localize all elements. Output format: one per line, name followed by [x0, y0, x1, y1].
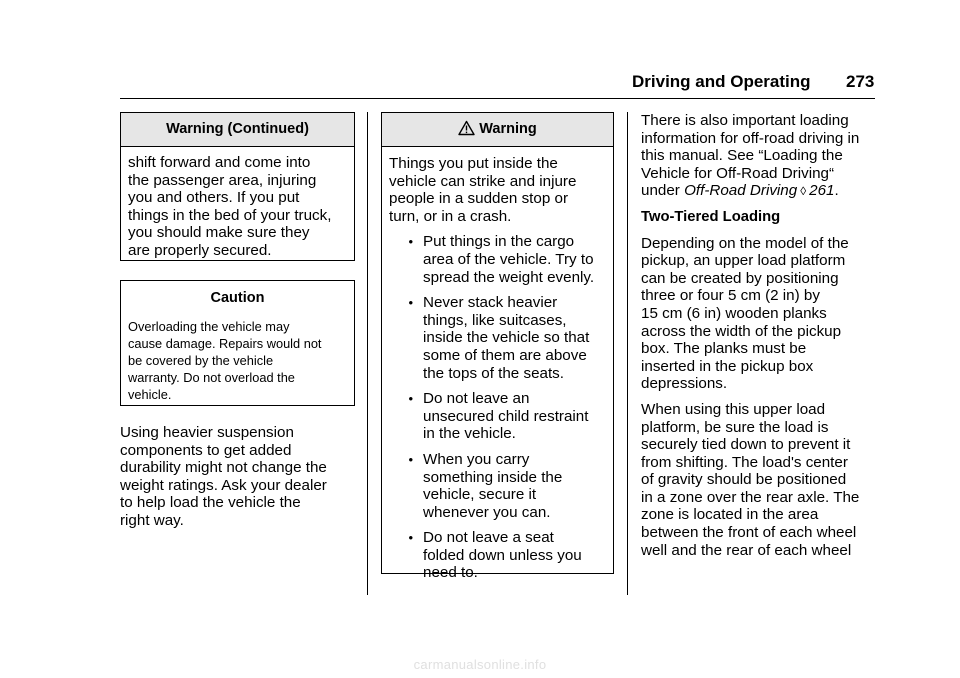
- text-line: Things you put inside the: [389, 155, 558, 172]
- text-line: things in the bed of your truck,: [128, 206, 332, 224]
- text-line: need to.: [423, 564, 478, 582]
- text-line: inserted in the pickup box: [641, 357, 814, 375]
- text-line: well and the rear of each wheel: [641, 541, 852, 559]
- text-line: vehicle can strike and injure: [389, 172, 577, 190]
- bullet-icon: •: [408, 451, 413, 467]
- text-line: this manual. See “Loading the: [641, 147, 843, 165]
- text-line: to help load the vehicle the: [120, 494, 301, 512]
- text-line: can be created by positioning: [641, 269, 839, 287]
- text-line: When you carry: [423, 450, 530, 468]
- text-line: the passenger area, injuring: [128, 171, 317, 189]
- bullet-icon: •: [408, 530, 413, 546]
- text-line: from shifting. The load's center: [641, 453, 848, 471]
- text-line: things, like suitcases,: [423, 311, 567, 329]
- text-line: Put things in the cargo: [423, 233, 575, 251]
- text-line: you and others. If you put: [128, 189, 300, 207]
- text-line: area of the vehicle. Try to: [423, 250, 594, 268]
- text-line: Never stack heavier: [423, 294, 558, 312]
- bullet-icon: •: [408, 295, 413, 311]
- warning-title: Warning: [479, 121, 537, 137]
- text-line: people in a sudden stop or: [389, 190, 569, 208]
- text-line: Using heavier suspension: [120, 424, 294, 441]
- text-line: turn, or in a crash.: [389, 207, 512, 225]
- text-line: vehicle.: [128, 387, 172, 402]
- bullet-item: [389, 233, 606, 286]
- caution-box: [120, 280, 355, 406]
- text-line: of gravity should be positioned: [641, 471, 847, 489]
- text-line: securely tied down to prevent it: [641, 436, 851, 454]
- off-road-driving-link[interactable]: Off-Road Driving: [684, 182, 798, 200]
- text-line: spread the weight evenly.: [423, 268, 595, 286]
- column-divider-right: [627, 112, 628, 595]
- warning-triangle-icon: [458, 116, 475, 149]
- text-line: zone is located in the area: [641, 506, 819, 524]
- text-line: There is also important loading: [641, 112, 849, 129]
- section-title: Driving and Operating: [632, 72, 811, 91]
- text-line: are properly secured.: [128, 241, 272, 259]
- text-line: depressions.: [641, 375, 728, 393]
- text-line: 15 cm (6 in) wooden planks: [641, 304, 827, 322]
- text-line: under Off-Road Driving ◊ 261.: [641, 182, 839, 200]
- bullet-item: [389, 294, 606, 382]
- warning-continued-title: Warning (Continued): [121, 113, 354, 147]
- warning-continued-text: [121, 147, 354, 260]
- text-line: Overloading the vehicle may: [128, 319, 290, 334]
- upper-platform-paragraph: [641, 401, 881, 559]
- text-line: information for off-road driving in: [641, 129, 860, 147]
- text-line: right way.: [120, 511, 184, 529]
- loading-info-paragraph: [641, 112, 881, 559]
- text-line: inside the vehicle so that: [423, 329, 590, 347]
- text-line: pickup, an upper load platform: [641, 252, 846, 270]
- text-line: Do not leave a seat: [423, 529, 554, 547]
- text-line: some of them are above: [423, 346, 587, 364]
- page-ref-number[interactable]: 261: [809, 182, 835, 200]
- text-line: durability might not change the: [120, 459, 327, 477]
- text-line: the tops of the seats.: [423, 364, 564, 382]
- text-line: you should make sure they: [128, 224, 310, 242]
- text-line: in the vehicle.: [423, 425, 516, 443]
- text-line: box. The planks must be: [641, 340, 807, 358]
- bullet-item: [389, 390, 606, 443]
- text-line: weight ratings. Ask your dealer: [120, 476, 327, 494]
- text-line: cause damage. Repairs would not: [128, 336, 322, 351]
- text-line: Vehicle for Off-Road Driving“: [641, 164, 835, 182]
- caution-text: [121, 315, 354, 403]
- text-line: between the front of each wheel: [641, 524, 857, 542]
- two-tiered-loading-heading: Two-Tiered Loading: [641, 208, 781, 225]
- text-line: Depending on the model of the: [641, 234, 849, 252]
- warning-title-bar: [382, 113, 613, 147]
- text-line: three or four 5 cm (2 in) by: [641, 287, 820, 305]
- text-line: vehicle, secure it: [423, 486, 537, 504]
- suspension-paragraph: [120, 424, 360, 530]
- column-divider-left: [367, 112, 368, 595]
- bullet-item: [389, 451, 606, 521]
- warning-box: [381, 112, 614, 582]
- bullet-icon: •: [408, 234, 413, 250]
- warning-text: [382, 147, 613, 582]
- text-line: across the width of the pickup: [641, 322, 842, 340]
- text-line: something inside the: [423, 468, 563, 486]
- text-line: whenever you can.: [423, 503, 551, 521]
- text-line: platform, be sure the load is: [641, 418, 829, 436]
- watermark: carmanualsonline.info: [413, 657, 547, 672]
- text-line: components to get added: [120, 441, 292, 459]
- header-rule: [120, 98, 875, 99]
- planks-paragraph: [641, 235, 881, 393]
- text-line: warranty. Do not overload the: [128, 370, 295, 385]
- page-number: 273: [846, 72, 875, 91]
- text-line: be covered by the vehicle: [128, 353, 274, 368]
- text-line: in a zone over the rear axle. The: [641, 488, 860, 506]
- text-line: shift forward and come into: [128, 154, 311, 171]
- page-ref-icon: ◊: [800, 184, 807, 199]
- text-line: folded down unless you: [423, 546, 582, 564]
- text-line: unsecured child restraint: [423, 407, 589, 425]
- text-line: When using this upper load: [641, 400, 826, 418]
- warning-continued-box: [120, 112, 355, 261]
- caution-title: Caution: [210, 290, 265, 306]
- text-line: Do not leave an: [423, 390, 530, 408]
- bullet-item: [389, 529, 606, 582]
- bullet-icon: •: [408, 391, 413, 407]
